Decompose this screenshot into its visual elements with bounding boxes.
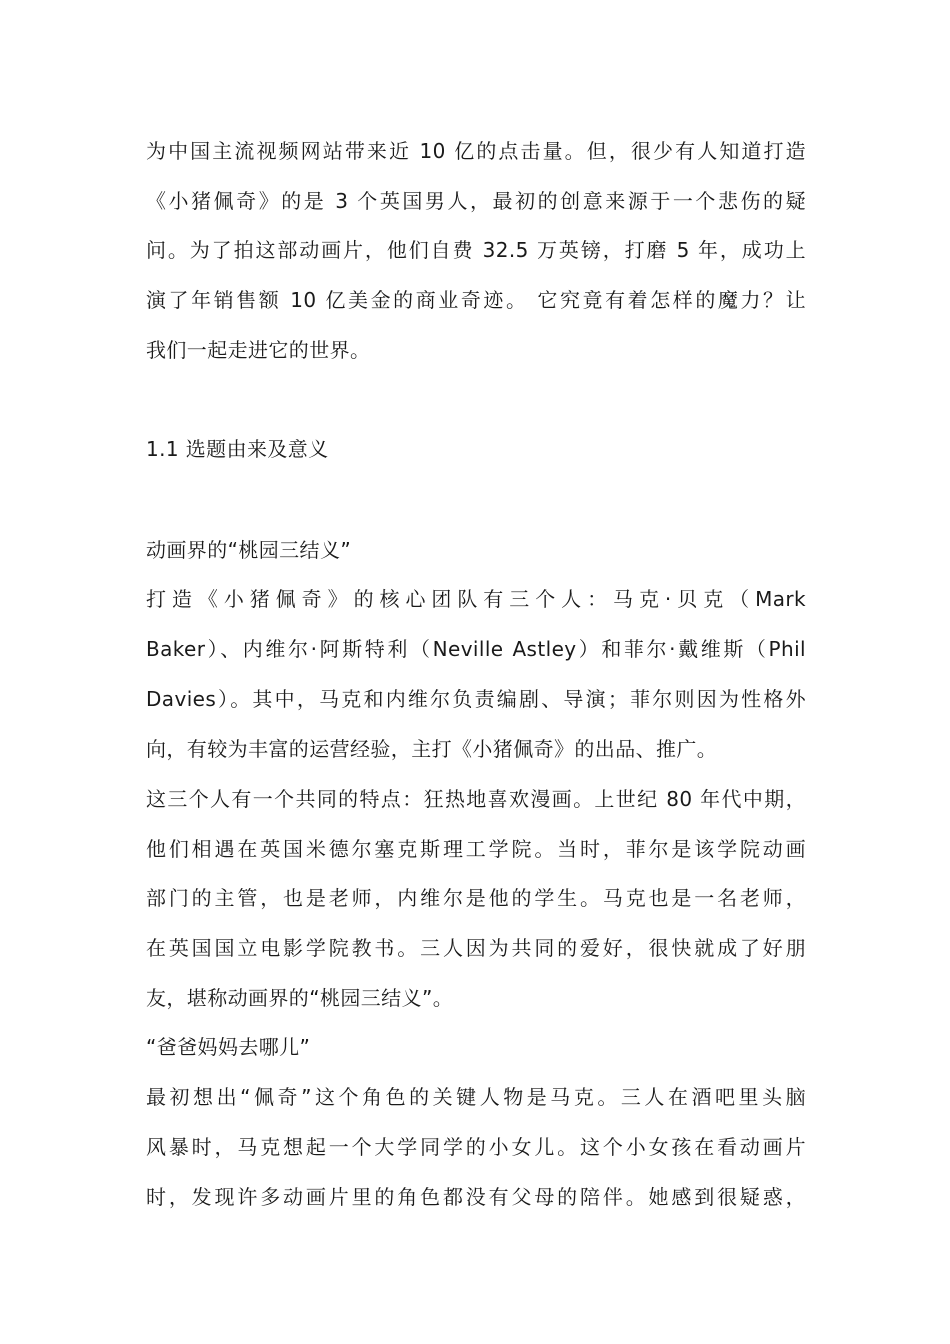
para-1-line-3: Davies）。其中，马克和内维尔负责编剧、导演；菲尔则因为性格外: [146, 687, 806, 711]
para-2-line-5: 友，堪称动画界的“桃园三结义”。: [146, 986, 454, 1010]
subheading-1: 动画界的“桃园三结义”: [146, 538, 352, 562]
intro-line-5: 我们一起走进它的世界。: [146, 338, 371, 362]
para-2-line-3: 部门的主管，也是老师，内维尔是他的学生。马克也是一名老师，: [146, 886, 806, 910]
section-heading: 1.1 选题由来及意义: [146, 437, 329, 461]
para-3-line-1: 最初想出“佩奇”这个角色的关键人物是马克。三人在酒吧里头脑: [146, 1085, 806, 1109]
para-2-line-1: 这三个人有一个共同的特点：狂热地喜欢漫画。上世纪 80 年代中期，: [146, 787, 806, 811]
intro-line-1: 为中国主流视频网站带来近 10 亿的点击量。但，很少有人知道打造: [146, 139, 806, 163]
para-2-line-2: 他们相遇在英国米德尔塞克斯理工学院。当时，菲尔是该学院动画: [146, 837, 806, 861]
intro-line-2: 《小猪佩奇》的是 3 个英国男人，最初的创意来源于一个悲伤的疑: [146, 189, 806, 213]
subheading-2: “爸爸妈妈去哪儿”: [146, 1035, 311, 1059]
para-2-line-4: 在英国国立电影学院教书。三人因为共同的爱好，很快就成了好朋: [146, 936, 806, 960]
intro-line-4: 演了年销售额 10 亿美金的商业奇迹。 它究竟有着怎样的魔力？让: [146, 288, 806, 312]
para-3-line-2: 风暴时，马克想起一个大学同学的小女儿。这个小女孩在看动画片: [146, 1135, 806, 1159]
para-3-line-3: 时，发现许多动画片里的角色都没有父母的陪伴。她感到很疑惑，: [146, 1185, 806, 1209]
para-1-line-1: 打造《小猪佩奇》的核心团队有三个人：马克·贝克（Mark: [146, 587, 806, 611]
para-1-line-4: 向，有较为丰富的运营经验，主打《小猪佩奇》的出品、推广。: [146, 737, 718, 761]
intro-line-3: 问。为了拍这部动画片，他们自费 32.5 万英镑，打磨 5 年，成功上: [146, 238, 806, 262]
para-1-line-2: Baker）、内维尔·阿斯特利（Neville Astley）和菲尔·戴维斯（Phil: [146, 637, 806, 661]
